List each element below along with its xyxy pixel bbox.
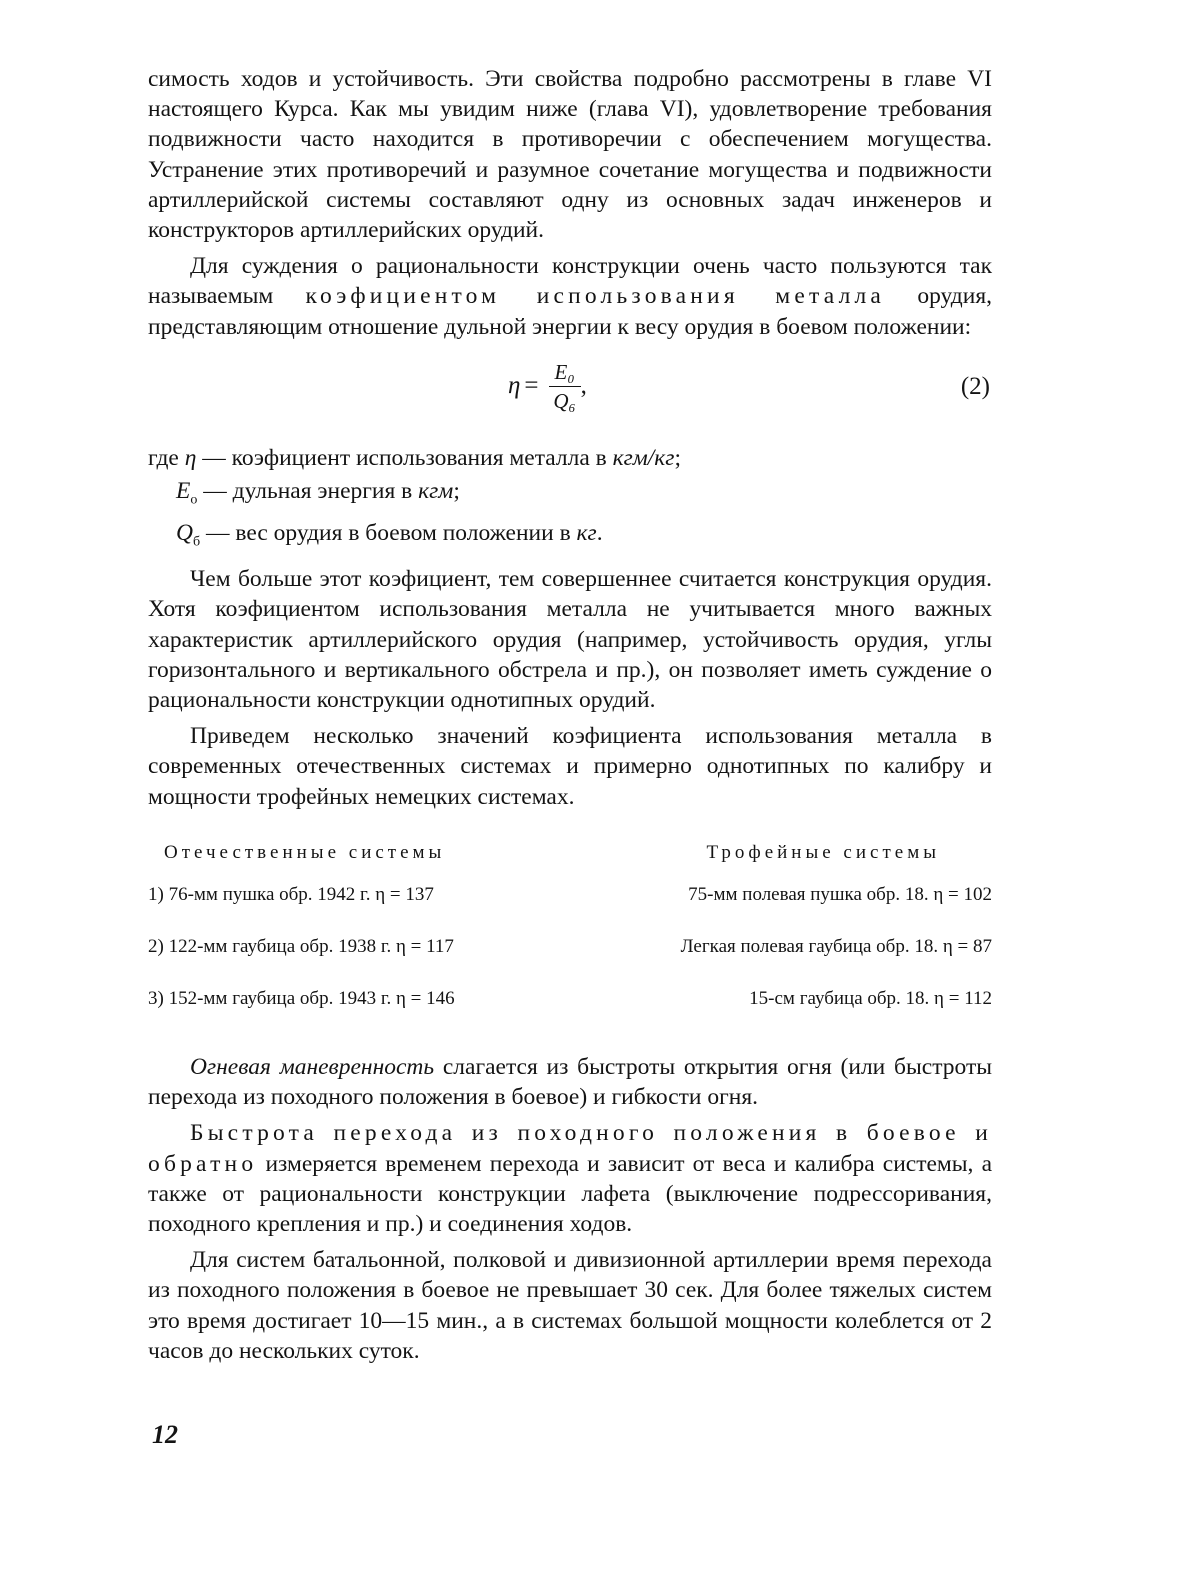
legend-lead: где — [148, 444, 179, 471]
comparison-table — [148, 838, 992, 1036]
legend-unit-2: кгм — [418, 477, 454, 504]
table-header-right: Трофейные системы — [706, 841, 940, 863]
paragraph-2 — [148, 251, 992, 342]
legend-text-2: — дульная энергия в — [203, 477, 413, 504]
formula-numerator: E₀ — [549, 358, 581, 387]
paragraph-2-tail: орудия, представляющим отношение дульной энергии к весу орудия в боевом положении: — [148, 283, 993, 340]
legend-sub-e: о — [190, 492, 198, 508]
legend-line-2 — [148, 475, 992, 517]
paragraph-1: симость ходов и устойчивость. Эти свойства подробно рассмотрены в главе VI настоящего Курса. Как мы увидим ниже (глава VI), удовлетворение требования подвижности часто находится в противоречии с обеспечением могущества. Устранение этих противоречий и разумное сочетание могущества и подвижности артиллерийской системы составляют одну из основных задач инженеров и конструкторов артиллерийских орудий. — [148, 66, 992, 244]
table-cell-left: 2) 122-мм гаубица обр. 1938 г. η = 117 — [148, 936, 454, 958]
paragraph-6-rest: измеряется временем перехода и зависит от веса и калибра системы, а также от рациональности конструкции лафета (выключение подрессоривания, походного крепления и пр.) и соединения ходов. — [148, 1150, 993, 1238]
formula-denominator: Q₆ — [553, 388, 576, 413]
paragraph-5-rest: слагается из быстроты открытия огня (или быстроты перехода из походного положения в боевое) и гибкости огня. — [148, 1054, 992, 1111]
paragraph-4: Приведем несколько значений коэфициента использования металла в современных отечественных системах и примерно однотипных по калибру и мощности трофейных немецких системах. — [148, 723, 992, 810]
legend-text-3: — вес орудия в боевом положении в — [205, 519, 571, 546]
table-row — [148, 932, 992, 984]
paragraph-2-lead: Для суждения о рациональности конструкции очень часто пользуются так называемым — [148, 253, 992, 310]
legend-line-3 — [148, 517, 992, 559]
table-row — [148, 984, 992, 1036]
paragraph-2-spaced-term: коэфициентом использования металла — [305, 283, 886, 310]
legend-unit-1: кгм/кг — [612, 444, 675, 471]
formula-block — [148, 352, 992, 430]
table-header-left: Отечественные системы — [164, 841, 446, 863]
formula-lhs: η — [508, 372, 521, 400]
legend-end-1: ; — [674, 444, 682, 471]
page-number: 12 — [152, 1420, 178, 1449]
equation-number: (2) — [960, 372, 990, 400]
formula-expression — [508, 358, 587, 415]
legend-unit-3: кг — [576, 519, 597, 546]
table-row — [148, 880, 992, 932]
legend-symbol-eta: η — [184, 444, 197, 471]
formula-equals: = — [524, 372, 539, 400]
table-cell-left: 1) 76-мм пушка обр. 1942 г. η = 137 — [148, 884, 434, 906]
body-text — [148, 64, 992, 1372]
legend-text-1: — коэфициент использования металла в — [202, 444, 607, 471]
formula-comma: , — [580, 372, 587, 400]
legend-sub-q: б — [192, 534, 201, 550]
paragraph-6-spaced-term: Быстрота перехода из походного положения в боевое и обратно — [148, 1120, 992, 1177]
paragraph-7: Для систем батальонной, полковой и дивизионной артиллерии время перехода из походного положения в боевое не превышает 30 сек. Для более тяжелых систем это время достигает 10—15 мин., а в системах большой мощности колеблется от 2 часов до нескольких суток. — [148, 1247, 992, 1364]
paragraph-5-term: Огневая маневренность — [190, 1054, 435, 1081]
table-cell-right: 15-см гаубица обр. 18. η = 112 — [749, 988, 992, 1010]
legend-symbol-e: E — [176, 477, 191, 504]
paragraph-5 — [148, 1052, 992, 1112]
legend-line-1 — [148, 442, 992, 475]
formula-fraction — [549, 358, 581, 415]
legend-block — [148, 442, 992, 558]
legend-end-2: ; — [453, 477, 460, 504]
legend-symbol-q: Q — [176, 519, 193, 546]
table-cell-right: 75-мм полевая пушка обр. 18. η = 102 — [688, 884, 992, 906]
table-cell-right: Легкая полевая гаубица обр. 18. η = 87 — [680, 936, 992, 958]
paragraph-3: Чем больше этот коэфициент, тем совершеннее считается конструкция орудия. Хотя коэфициентом использования металла не учитывается много важных характеристик артиллерийского орудия (например, устойчивость орудия, углы горизонтального и вертикального обстрела и пр.), он позволяет иметь суждение о рациональности конструкции однотипных орудий. — [148, 566, 992, 714]
table-header — [148, 838, 992, 868]
table-cell-left: 3) 152-мм гаубица обр. 1943 г. η = 146 — [148, 988, 455, 1010]
paragraph-6 — [148, 1118, 992, 1239]
legend-end-3: . — [596, 519, 603, 546]
